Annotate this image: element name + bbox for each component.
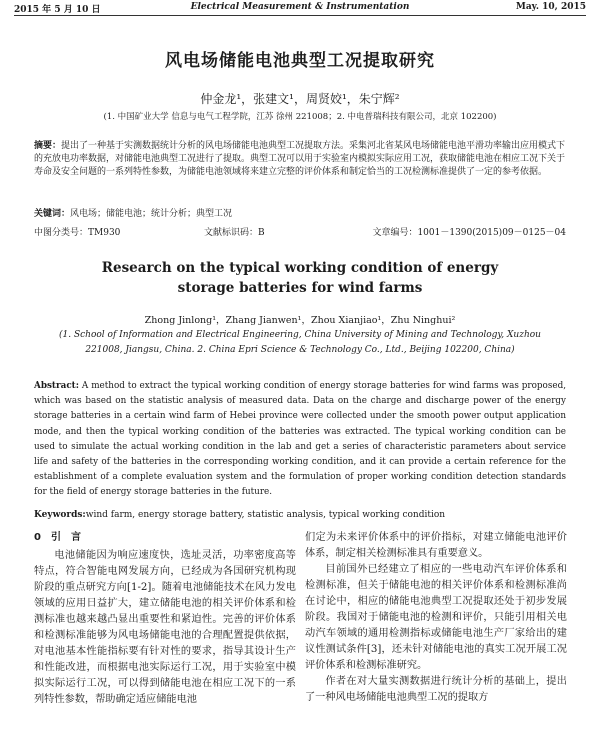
en-abstract-label: Abstract: [34, 381, 79, 391]
document-code: 文献标识码：B [204, 228, 265, 238]
en-abstract-text: A method to extract the typical working condition of energy storage batteries for wind farms was proposed, which was based on the statistic analysis of measured data. Data on the charge and discharge power of the energy storage batteries in a certain wind farm of Hebei province were collected under the smooth power output application mode, and then the typical working condition of the batteries was extracted. The typical working condition can be used to simulate the actual working condition in the lab and get a series of characteristic parameters about service life and safety of the batteries in the corresponding working condition, and it can provide a certain reference for the establishment of a complete evaluation system and the formulation of proper working condition detection standards for the field of energy storage batteries in the future. [34, 381, 566, 498]
cn-meta-row [34, 225, 566, 238]
body-paragraph: 目前国外已经建立了相应的一些电动汽车评价体系和检测标准，但关于储能电池的相关评价体系和检测标准尚在讨论中，相应的储能电池典型工况提取还处于初步发展阶段。我国对于储能电池的检测和评价，只能引用相关电动汽车领域的通用检测指标或储能电池生产厂家给出的建议性测试条件[3]，还未针对储能电池的真实工况开展工况评价体系和检测标准研究。 [305, 564, 567, 671]
header-date-en: May. 10, 2015 [515, 2, 586, 12]
body-paragraph: 电池储能因为响应速度快，选址灵活，功率密度高等特点，符合智能电网发展方向，已经成为各国研究机构现阶段的重点研究方向[1-2]。随着电池储能技术在风力发电领域的应用日益扩大，建立储能电池的相关评价体系和检测标准也越来越凸显出重要性和紧迫性。完善的评价体系和检测标准能够为风电场储能电池的合理配置提供依据，对电池基本性能指标要有针对性的要求，指导其设计生产和性能改进，而根据电池实际运行工况，用于实验室中模拟实际运行工况，可以得到储能电池在相应工况下的一系列特性参数，帮助确定适应储能电池 [34, 550, 296, 705]
en-authors: Zhong Jinlong¹，Zhang Jianwen¹，Zhou Xianjiao¹，Zhu Ninghui² [144, 315, 456, 326]
cn-keywords-text: 风电场；储能电池；统计分析；典型工况 [70, 209, 233, 219]
body-paragraph: 们定为未来评价体系中的评价指标，对建立储能电池评价体系，制定相关检测标准具有重要意义。 [305, 532, 567, 559]
cn-abstract-label: 摘要： [34, 141, 62, 151]
en-keywords-label: Keywords: [34, 510, 86, 520]
body-left-column [34, 530, 296, 708]
cn-affiliation: (1. 中国矿业大学 信息与电气工程学院，江苏 徐州 221008；2. 中电普瑞科技有限公司，北京 102200) [103, 112, 497, 122]
running-header [14, 2, 586, 14]
en-keywords-text: wind farm, energy storage battery, statistic analysis, typical working condition [85, 510, 446, 520]
cn-keywords-label: 关键词： [34, 209, 71, 219]
header-rule [14, 15, 586, 16]
en-abstract [34, 379, 566, 501]
en-affiliation: (1. School of Information and Electrical Engineering, China University of Mining and Technology, Xuzhou 221008, Jiangsu, China. 2. China Epri Science & Technology Co., Ltd., Beijing 102200, China) [59, 330, 541, 355]
cn-authors: 仲金龙¹，张建文¹，周贤姣¹，朱宁辉² [200, 92, 400, 106]
cn-title: 风电场储能电池典型工况提取研究 [165, 51, 435, 71]
en-keywords [34, 510, 566, 520]
cn-abstract-text: 提出了一种基于实测数据统计分析的风电场储能电池典型工况提取方法。采集河北省某风电场储能电池平滑功率输出应用模式下的充放电功率数据，对储能电池典型工况进行了提取。典型工况可以用于实验室内模拟实际应用工况，获取储能电池在相应工况下关于寿命及安全问题的一系列特性参数，为储能电池领域将来建立完整的评价体系和制定恰当的工况检测标准提供了一定的参考依据。 [34, 141, 566, 177]
cn-abstract [34, 140, 566, 179]
clc-number: 中图分类号：TM930 [34, 228, 121, 238]
en-title-line1: Research on the typical working condition of energy [101, 260, 499, 276]
header-journal-name: Electrical Measurement & Instrumentation [190, 2, 410, 12]
en-title [0, 258, 600, 298]
article-number: 文章编号：1001－1390(2015)09－0125－04 [372, 228, 566, 238]
en-title-line2: storage batteries for wind farms [177, 280, 423, 296]
body-paragraph: 作者在对大量实测数据进行统计分析的基础上，提出了一种风电场储能电池典型工况的提取方 [305, 676, 567, 703]
body-right-column [305, 530, 567, 706]
header-date: 2015 年 5 月 10 日 [14, 5, 101, 15]
section-heading-introduction: 0 引 言 [34, 532, 81, 543]
cn-keywords [34, 208, 566, 221]
